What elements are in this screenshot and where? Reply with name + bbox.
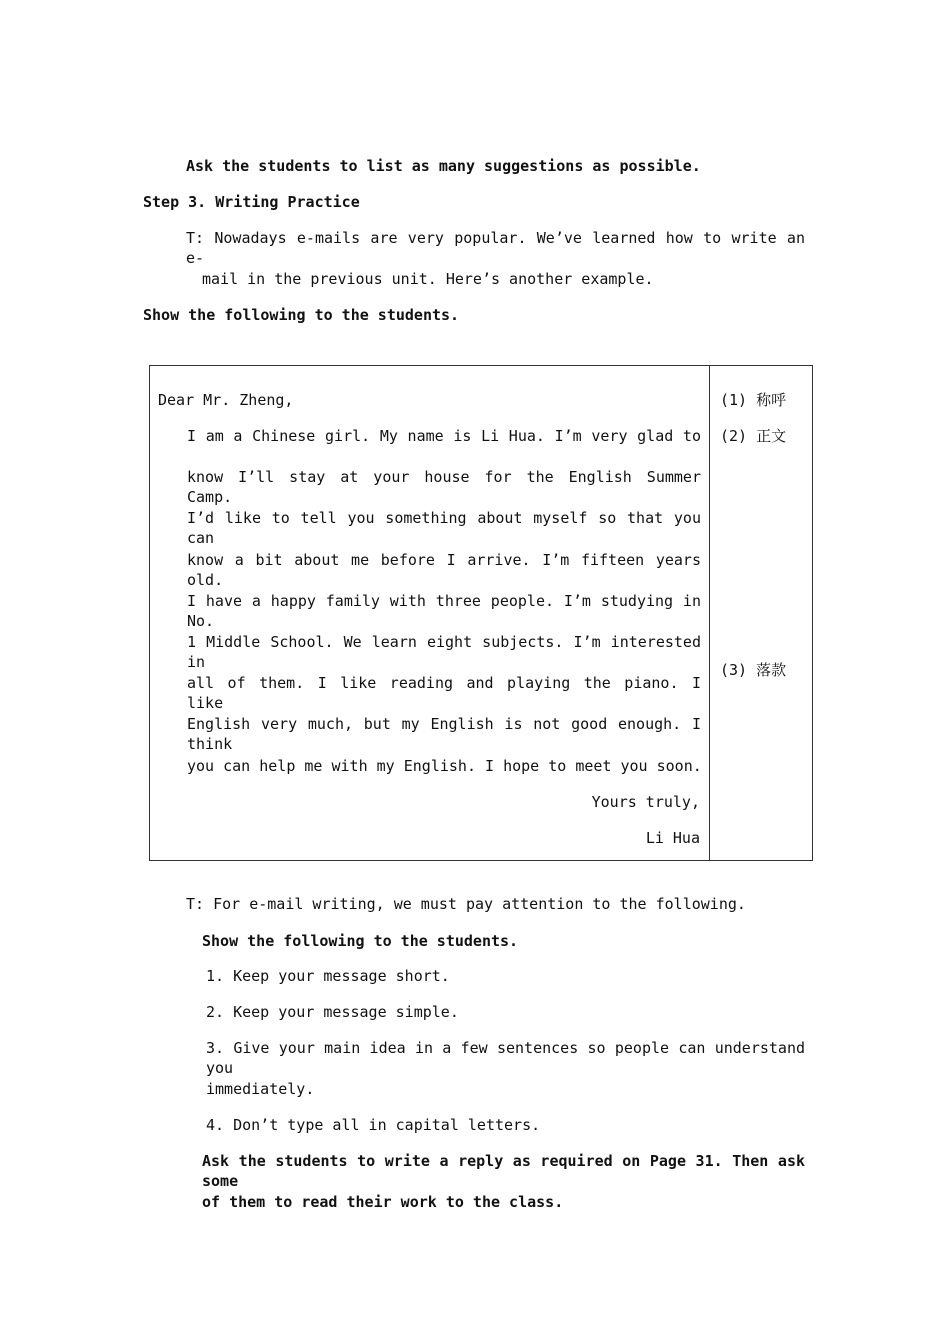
- final-instruction-line-1: Ask the students to write a reply as required on Page 31. Then ask some: [202, 1152, 805, 1190]
- instruction-suggestions: Ask the students to list as many suggestions as possible.: [186, 157, 701, 175]
- teacher-line-1: T: Nowadays e-mails are very popular. We’ve learned how to write an e-: [186, 229, 805, 267]
- letter-body-line: know I’ll stay at your house for the English Summer Camp.: [187, 468, 701, 506]
- annotation-closing: (3) 落款: [720, 661, 787, 679]
- final-instruction-line-2: of them to read their work to the class.: [202, 1193, 564, 1211]
- tip-item: 3. Give your main idea in a few sentences so people can understand you: [206, 1039, 805, 1077]
- letter-body-line: know a bit about me before I arrive. I’m fifteen years old.: [187, 551, 701, 589]
- show-tips-instruction: Show the following to the students.: [202, 932, 519, 950]
- letter-body-line: I’d like to tell you something about myself so that you can: [187, 509, 701, 547]
- tip-item: 1. Keep your message short.: [206, 967, 450, 985]
- tip-item: 4. Don’t type all in capital letters.: [206, 1116, 541, 1134]
- letter-signature: Li Hua: [645, 829, 700, 847]
- letter-body-line: 1 Middle School. We learn eight subjects. I’m interested in: [187, 633, 701, 671]
- letter-body-line: English very much, but my English is not good enough. I think: [187, 715, 701, 753]
- step-heading: Step 3. Writing Practice: [143, 193, 360, 211]
- table-divider: [709, 365, 710, 861]
- show-instruction: Show the following to the students.: [143, 306, 460, 324]
- tip-item-continued: immediately.: [206, 1080, 315, 1098]
- annotation-salutation: (1) 称呼: [720, 391, 787, 409]
- tip-item: 2. Keep your message simple.: [206, 1003, 459, 1021]
- letter-closing: Yours truly,: [591, 793, 700, 811]
- teacher-line-2: mail in the previous unit. Here’s another example.: [202, 270, 654, 288]
- letter-body-line: I have a happy family with three people. I’m studying in No.: [187, 592, 701, 630]
- letter-salutation: Dear Mr. Zheng,: [158, 391, 294, 409]
- letter-body-line: you can help me with my English. I hope to meet you soon.: [187, 757, 702, 775]
- annotation-body: (2) 正文: [720, 427, 787, 445]
- teacher-tips-line: T: For e-mail writing, we must pay attention to the following.: [186, 895, 746, 913]
- letter-body-line: I am a Chinese girl. My name is Li Hua. I’m very glad to: [187, 427, 701, 445]
- letter-body-line: all of them. I like reading and playing the piano. I like: [187, 674, 701, 712]
